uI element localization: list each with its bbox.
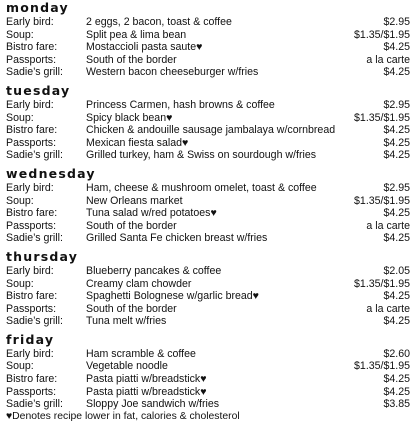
row-item: Mexican fiesta salad♥ xyxy=(86,136,189,149)
row-price: $4.25 xyxy=(383,136,410,149)
day-monday xyxy=(6,1,410,79)
day-friday xyxy=(6,333,410,411)
row-label: Early bird: xyxy=(6,264,54,277)
weekly-menu xyxy=(6,1,410,423)
menu-row xyxy=(6,54,410,67)
row-label: Early bird: xyxy=(6,181,54,194)
row-price: a la carte xyxy=(366,53,410,66)
row-label: Passports: xyxy=(6,53,57,66)
menu-row xyxy=(6,360,410,373)
row-price: a la carte xyxy=(366,219,410,232)
row-item: Ham, cheese & mushroom omelet, toast & coffee xyxy=(86,181,317,194)
row-label: Soup: xyxy=(6,111,34,124)
row-label: Sadie’s grill: xyxy=(6,66,63,79)
row-label: Sadie’s grill: xyxy=(6,232,63,245)
day-thursday xyxy=(6,250,410,328)
row-price: $4.25 xyxy=(383,149,410,162)
row-label: Sadie’s grill: xyxy=(6,315,63,328)
menu-row xyxy=(6,16,410,29)
menu-row xyxy=(6,220,410,233)
row-price: $1.35/$1.95 xyxy=(354,111,410,124)
row-price: $1.35/$1.95 xyxy=(354,360,410,373)
menu-row xyxy=(6,290,410,303)
menu-row xyxy=(6,149,410,162)
row-label: Soup: xyxy=(6,277,34,290)
row-price: $2.95 xyxy=(383,181,410,194)
row-item: New Orleans market xyxy=(86,194,183,207)
row-price: $1.35/$1.95 xyxy=(354,28,410,41)
row-price: $4.25 xyxy=(383,66,410,79)
menu-row xyxy=(6,315,410,328)
row-item: South of the border xyxy=(86,302,177,315)
menu-row xyxy=(6,386,410,399)
row-label: Early bird: xyxy=(6,98,54,111)
row-item: Spicy black bean♥ xyxy=(86,111,173,124)
row-item: South of the border xyxy=(86,53,177,66)
menu-row xyxy=(6,278,410,291)
row-item: South of the border xyxy=(86,219,177,232)
row-price: $1.35/$1.95 xyxy=(354,277,410,290)
menu-row xyxy=(6,207,410,220)
row-item: Split pea & lima bean xyxy=(86,28,187,41)
menu-row xyxy=(6,348,410,361)
menu-row xyxy=(6,99,410,112)
row-label: Passports: xyxy=(6,385,57,398)
row-item: Spaghetti Bolognese w/garlic bread♥ xyxy=(86,290,259,303)
day-heading: thursday xyxy=(6,248,79,264)
day-tuesday xyxy=(6,84,410,162)
row-price: $2.60 xyxy=(383,347,410,360)
row-item: Pasta piatti w/breadstick♥ xyxy=(86,373,207,386)
row-label: Bistro fare: xyxy=(6,41,58,54)
row-label: Bistro fare: xyxy=(6,207,58,220)
row-item: Chicken & andouille sausage jambalaya w/cornbread xyxy=(86,124,336,137)
row-item: Grilled turkey, ham & Swiss on sourdough w/fries xyxy=(86,149,317,162)
row-item: Princess Carmen, hash browns & coffee xyxy=(86,98,275,111)
menu-row xyxy=(6,182,410,195)
heart-footnote: ♥Denotes recipe lower in fat, calories & cholesterol xyxy=(6,410,240,422)
menu-row xyxy=(6,195,410,208)
menu-row xyxy=(6,137,410,150)
row-item: Creamy clam chowder xyxy=(86,277,192,290)
menu-row xyxy=(6,124,410,137)
day-heading: wednesday xyxy=(6,165,96,181)
day-heading: monday xyxy=(6,0,69,15)
row-item: Tuna melt w/fries xyxy=(86,315,167,328)
row-item: Sloppy Joe sandwich w/fries xyxy=(86,398,220,411)
menu-row xyxy=(6,112,410,125)
row-label: Bistro fare: xyxy=(6,124,58,137)
menu-row xyxy=(6,265,410,278)
row-label: Passports: xyxy=(6,219,57,232)
row-price: $2.95 xyxy=(383,16,410,28)
menu-row xyxy=(6,398,410,411)
row-item: Western bacon cheeseburger w/fries xyxy=(86,66,259,79)
row-item: Vegetable noodle xyxy=(86,360,168,373)
row-label: Early bird: xyxy=(6,347,54,360)
row-price: $2.05 xyxy=(383,264,410,277)
row-item: 2 eggs, 2 bacon, toast & coffee xyxy=(86,16,232,28)
row-price: $4.25 xyxy=(383,124,410,137)
row-label: Early bird: xyxy=(6,16,54,28)
row-item: Grilled Santa Fe chicken breast w/fries xyxy=(86,232,268,245)
day-wednesday xyxy=(6,167,410,245)
menu-row xyxy=(6,303,410,316)
row-price: $1.35/$1.95 xyxy=(354,194,410,207)
row-price: $4.25 xyxy=(383,385,410,398)
row-price: $3.85 xyxy=(383,398,410,411)
row-item: Pasta piatti w/breadstick♥ xyxy=(86,385,207,398)
row-price: a la carte xyxy=(366,302,410,315)
row-price: $4.25 xyxy=(383,41,410,54)
row-label: Soup: xyxy=(6,194,34,207)
row-item: Ham scramble & coffee xyxy=(86,347,196,360)
row-label: Sadie’s grill: xyxy=(6,149,63,162)
row-label: Bistro fare: xyxy=(6,373,58,386)
menu-row xyxy=(6,66,410,79)
menu-row xyxy=(6,232,410,245)
day-heading: friday xyxy=(6,331,55,347)
row-label: Passports: xyxy=(6,136,57,149)
menu-row xyxy=(6,29,410,42)
row-price: $4.25 xyxy=(383,207,410,220)
menu-row xyxy=(6,373,410,386)
row-price: $4.25 xyxy=(383,373,410,386)
row-label: Soup: xyxy=(6,360,34,373)
day-heading: tuesday xyxy=(6,82,71,98)
menu-row xyxy=(6,41,410,54)
row-price: $2.95 xyxy=(383,98,410,111)
row-price: $4.25 xyxy=(383,290,410,303)
row-item: Blueberry pancakes & coffee xyxy=(86,264,222,277)
row-item: Tuna salad w/red potatoes♥ xyxy=(86,207,217,220)
row-label: Bistro fare: xyxy=(6,290,58,303)
row-label: Sadie’s grill: xyxy=(6,398,63,411)
row-price: $4.25 xyxy=(383,315,410,328)
row-item: Mostaccioli pasta saute♥ xyxy=(86,41,203,54)
row-price: $4.25 xyxy=(383,232,410,245)
row-label: Passports: xyxy=(6,302,57,315)
row-label: Soup: xyxy=(6,28,34,41)
